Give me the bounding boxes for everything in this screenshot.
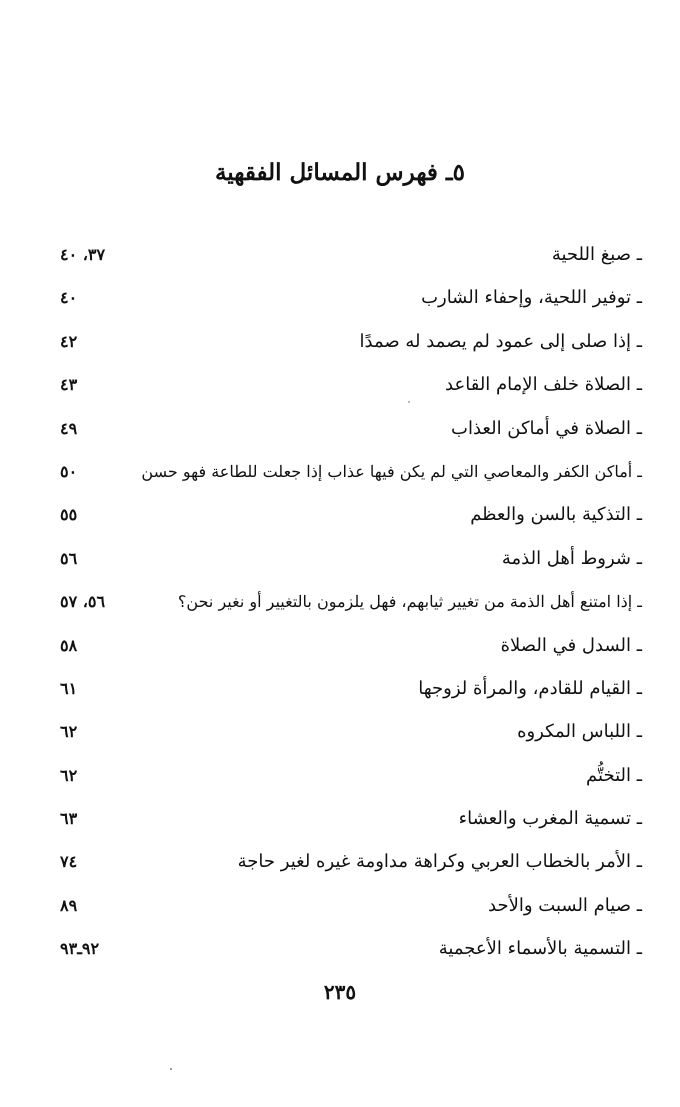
- index-list: [60, 238, 642, 976]
- entry-text: ـ التختُّم: [586, 764, 642, 786]
- entry-text: ـ الصلاة في أماكن العذاب: [451, 417, 642, 439]
- entry-text: ـ الصلاة خلف الإمام القاعد: [445, 374, 642, 396]
- entry-pages: ٣٧، ٤٠: [60, 245, 106, 264]
- entry-text: ـ صيام السبت والأحد: [488, 894, 642, 916]
- entry-text: ـ اللباس المكروه: [517, 721, 642, 743]
- index-entry: [60, 629, 642, 672]
- entry-pages: ٥٠: [60, 461, 78, 481]
- entry-text: ـ القيام للقادم، والمرأة لزوجها: [418, 677, 642, 699]
- entry-text: ـ إذا امتنع أهل الذمة من تغيير ثيابهم، فهل يلزمون بالتغيير أو نغير نحن؟: [177, 592, 642, 612]
- entry-pages: ٤٣: [60, 375, 78, 395]
- entry-text: ـ السدل في الصلاة: [500, 634, 642, 656]
- entry-pages: ٤٩: [60, 418, 78, 438]
- index-entry: [60, 672, 642, 715]
- index-entry: [60, 802, 642, 845]
- page-number: ٢٣٥: [323, 980, 357, 1004]
- index-entry: [60, 715, 642, 758]
- entry-pages: ٦٢: [60, 765, 78, 785]
- entry-text: ـ تسمية المغرب والعشاء: [458, 808, 642, 830]
- entry-text: ـ أماكن الكفر والمعاصي التي لم يكن فيها عذاب إذا جعلت للطاعة فهو حسن: [141, 461, 642, 481]
- entry-pages: ٦١: [60, 678, 78, 698]
- index-entry: [60, 845, 642, 888]
- index-entry: [60, 455, 642, 498]
- entry-pages: ٦٣: [60, 809, 78, 829]
- entry-text: ـ إذا صلى إلى عمود لم يصمد له صمدًا: [359, 330, 642, 352]
- index-entry: [60, 889, 642, 932]
- entry-pages: ٧٤: [60, 852, 78, 872]
- entry-pages: ٨٩: [60, 895, 78, 915]
- index-entry: [60, 412, 642, 455]
- index-entry: [60, 932, 642, 975]
- index-entry: [60, 325, 642, 368]
- index-entry: [60, 585, 642, 628]
- entry-text: ـ صبغ اللحية: [551, 244, 642, 265]
- entry-pages: ٤٢: [60, 331, 78, 351]
- entry-pages: ٥٨: [60, 635, 78, 655]
- scan-speck: [408, 401, 410, 403]
- entry-text: ـ الأمر بالخطاب العربي وكراهة مداومة غيره لغير حاجة: [237, 851, 642, 873]
- index-entry: [60, 498, 642, 541]
- index-entry: [60, 542, 642, 585]
- entry-pages: ٩٢ـ٩٣: [60, 939, 100, 959]
- entry-text: ـ توفير اللحية، وإحفاء الشارب: [421, 287, 642, 309]
- index-entry: [60, 368, 642, 411]
- entry-pages: ٦٢: [60, 722, 78, 742]
- entry-pages: ٤٠: [60, 288, 78, 308]
- entry-text: ـ التذكية بالسن والعظم: [470, 504, 642, 526]
- entry-pages: ٥٦: [60, 548, 78, 568]
- entry-text: ـ شروط أهل الذمة: [501, 547, 642, 569]
- entry-pages: ٥٦، ٥٧: [60, 592, 106, 612]
- index-entry: [60, 281, 642, 324]
- index-entry: [60, 238, 642, 281]
- entry-pages: ٥٥: [60, 505, 78, 525]
- scan-speck: [170, 1068, 172, 1070]
- entry-text: ـ التسمية بالأسماء الأعجمية: [438, 938, 642, 960]
- page-title: ٥ـ فهرس المسائل الفقهية: [214, 159, 466, 186]
- index-entry: [60, 759, 642, 802]
